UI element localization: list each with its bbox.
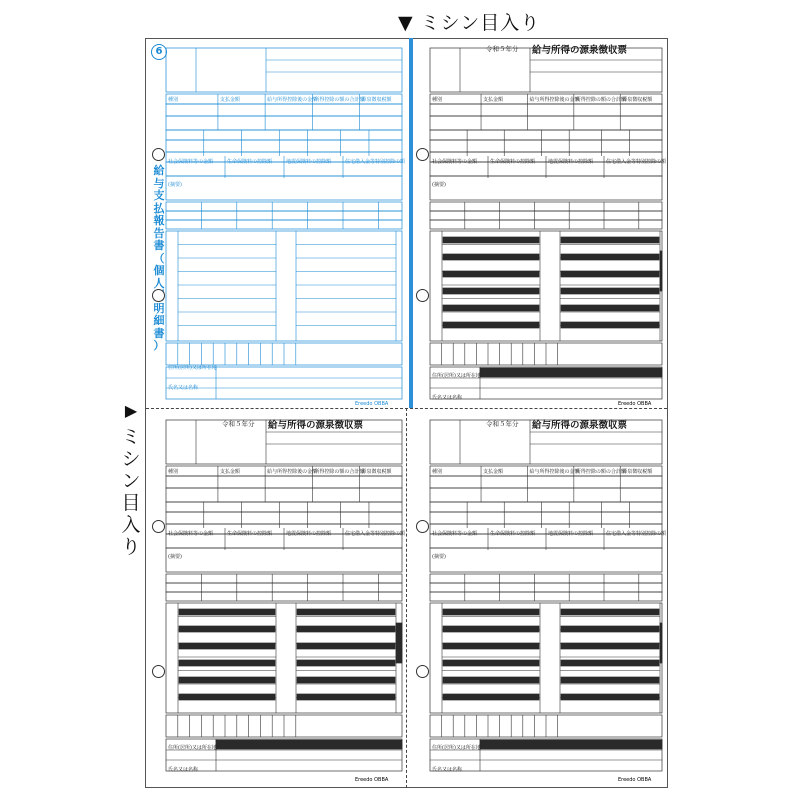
remarks-label: (摘要)	[168, 182, 182, 188]
column-header: 種別	[432, 97, 443, 103]
column-header: 所得控除の額の合計額	[575, 97, 626, 103]
remarks-label: (摘要)	[432, 554, 446, 560]
panel-title-bl: 給与所得の源泉徴収票	[268, 420, 364, 431]
panel-title-br: 給与所得の源泉徴収票	[532, 420, 628, 431]
product-code-tl: Ereedo OBBA	[355, 401, 389, 407]
row-label: 住宅借入金等特別控除の額	[606, 531, 667, 537]
panel-title-tr: 給与所得の源泉徴収票	[532, 45, 628, 56]
row-label: 社会保険料等の金額	[168, 531, 214, 537]
payer-name-label: 氏名又は名称	[168, 767, 199, 773]
row-label: 生命保険料の控除額	[490, 159, 536, 165]
row-label: 住宅借入金等特別控除の額	[345, 531, 406, 537]
payer-address-label: 住所(居所)又は所在地	[432, 745, 481, 751]
column-header: 給与所得控除後の金額	[529, 97, 580, 103]
remarks-label: (摘要)	[432, 182, 446, 188]
punch-hole	[416, 289, 429, 302]
column-header: 給与所得控除後の金額	[529, 469, 580, 475]
payer-address-label: 住所(居所)又は所在地	[168, 745, 217, 751]
row-label: 社会保険料等の金額	[432, 531, 478, 537]
column-header: 給与所得控除後の金額	[267, 469, 318, 475]
column-header: 源泉徴収税額	[361, 469, 392, 475]
column-header: 支払金額	[219, 97, 240, 103]
punch-hole	[152, 665, 165, 678]
column-header: 源泉徴収税額	[622, 97, 653, 103]
payer-name-label: 氏名又は名称	[432, 767, 463, 773]
punch-hole	[416, 665, 429, 678]
punch-hole	[416, 148, 429, 161]
down-triangle-icon: ▼	[398, 12, 414, 34]
row-label: 社会保険料等の金額	[432, 159, 478, 165]
product-code-bl: Ereedo OBBA	[355, 777, 389, 783]
row-label: 地震保険料の控除額	[286, 531, 332, 537]
panel-year-br: 令和５年分	[486, 420, 519, 428]
row-label: 生命保険料の控除額	[227, 531, 273, 537]
row-label: 地震保険料の控除額	[286, 159, 332, 165]
column-header: 源泉徴収税額	[361, 97, 392, 103]
panel-year-tr: 令和５年分	[486, 45, 519, 53]
column-header: 源泉徴収税額	[622, 469, 653, 475]
form-number-badge: 6	[151, 44, 167, 60]
punch-hole	[152, 520, 165, 533]
row-label: 生命保険料の控除額	[490, 531, 536, 537]
product-code-br: Ereedo OBBA	[618, 777, 652, 783]
column-header: 種別	[432, 469, 443, 475]
row-label: 地震保険料の控除額	[548, 531, 594, 537]
payer-address-label: 住所(居所)又は所在地	[168, 365, 217, 371]
row-label: 住宅借入金等特別控除の額	[345, 159, 406, 165]
column-header: 所得控除の額の合計額	[314, 97, 365, 103]
punch-hole	[152, 289, 165, 302]
payer-name-label: 氏名又は名称	[168, 385, 199, 391]
column-header: 所得控除の額の合計額	[575, 469, 626, 475]
right-triangle-icon: ▶	[124, 401, 138, 420]
column-header: 支払金額	[483, 97, 504, 103]
perforation-label: ミシン目入り	[420, 12, 541, 34]
panel-year-bl: 令和５年分	[222, 420, 255, 428]
column-header: 種別	[168, 97, 179, 103]
row-label: 生命保険料の控除額	[227, 159, 273, 165]
column-header: 支払金額	[483, 469, 504, 475]
row-label: 社会保険料等の金額	[168, 159, 214, 165]
column-header: 種別	[168, 469, 179, 475]
row-label: 住宅借入金等特別控除の額	[606, 159, 667, 165]
remarks-label: (摘要)	[168, 554, 182, 560]
punch-hole	[416, 520, 429, 533]
perforation-label-vertical: ミ シ ン 目 入 り	[121, 426, 141, 558]
column-header: 支払金額	[219, 469, 240, 475]
column-header: 所得控除の額の合計額	[314, 469, 365, 475]
report-title-vertical: 給 与 支 払 報 告 書 （ 個 人 明 細 書 ）	[153, 164, 165, 352]
payer-name-label: 氏名又は名称	[432, 395, 463, 401]
column-header: 給与所得控除後の金額	[267, 97, 318, 103]
row-label: 地震保険料の控除額	[548, 159, 594, 165]
punch-hole	[152, 148, 165, 161]
product-code-tr: Ereedo OBBA	[618, 401, 652, 407]
payer-address-label: 住所(居所)又は所在地	[432, 373, 481, 379]
